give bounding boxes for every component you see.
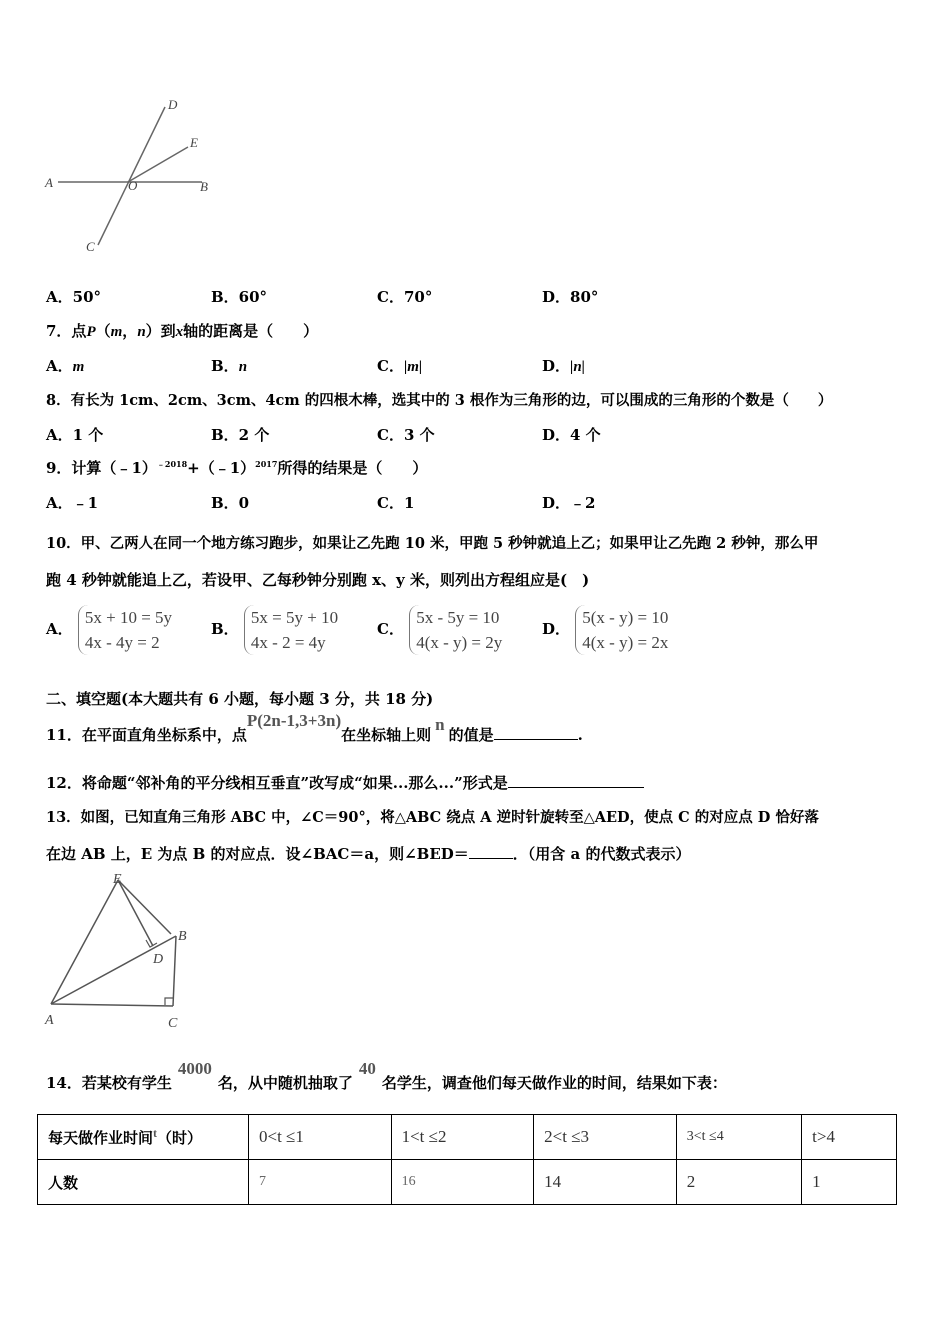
q9-option-d: D．﹣2 — [542, 494, 596, 512]
q9-option-c: C．1 — [377, 494, 415, 512]
label-c: C — [86, 239, 95, 254]
q7-option-b: B．n — [211, 357, 248, 375]
count-cell: 16 — [391, 1160, 534, 1205]
q8-option-c: C．3 个 — [377, 426, 435, 444]
homework-time-table — [37, 1114, 897, 1205]
q8-option-d: D．4 个 — [542, 426, 601, 444]
count-cell: 14 — [534, 1160, 677, 1205]
interval-cell: 1<t ≤2 — [391, 1115, 534, 1160]
figure-rotated-triangle — [40, 868, 200, 1036]
interval-cell: t>4 — [802, 1115, 897, 1160]
header-label-cell: 每天做作业时间$^t$（时） — [38, 1115, 249, 1160]
table-header-row — [38, 1115, 897, 1160]
label-c: C — [168, 1016, 178, 1031]
q8-option-a: A．1 个 — [46, 426, 104, 444]
question-14: 14．若某校有学生4000名，从中随机抽取了40名学生，调查他们每天做作业的时间，结果如下表： — [46, 1059, 727, 1092]
figure-angle-lines — [40, 95, 220, 260]
q10-option-b: B． 5x = 5y + 10 4x - 2 = 4y — [211, 605, 338, 655]
q6-option-a: A．50° — [46, 288, 102, 306]
equation-system-a: 5x + 10 = 5y 4x - 4y = 2 — [78, 605, 172, 655]
q10-option-d: D． 5(x - y) = 10 4(x - y) = 2x — [542, 605, 668, 655]
label-o: O — [128, 178, 138, 193]
interval-cell: 0<t ≤1 — [249, 1115, 392, 1160]
label-a: A — [45, 1013, 54, 1028]
interval-cell: 2<t ≤3 — [534, 1115, 677, 1160]
q8-option-b: B．2 个 — [211, 426, 270, 444]
question-7: 7．点P（m，n）到x轴的距离是（ ） — [46, 322, 319, 340]
q10-option-a: A． 5x + 10 = 5y 4x - 4y = 2 — [46, 605, 172, 655]
table-row — [38, 1160, 897, 1205]
q9-option-a: A．﹣1 — [46, 494, 99, 512]
row-label-cell: 人数 — [38, 1160, 249, 1205]
interval-cell: 3<t ≤4 — [676, 1115, 801, 1160]
section-2-heading: 二、填空题(本大题共有 6 小题，每小题 3 分，共 18 分) — [46, 690, 434, 708]
count-cell: 2 — [676, 1160, 801, 1205]
q7-option-d: D．|n| — [542, 357, 585, 375]
label-d: D — [168, 97, 178, 112]
question-8: 8．有长为 1cm、2cm、3cm、4cm 的四根木棒，选其中的 3 根作为三角形的边，可以围成的三角形的个数是（ ） — [46, 392, 833, 409]
question-13-line-1: 13．如图，已知直角三角形 ABC 中，∠C＝90°，将△ABC 绕点 A 逆时针旋转至△AED，使点 C 的对应点 D 恰好落 — [46, 809, 819, 826]
equation-system-b: 5x = 5y + 10 4x - 2 = 4y — [244, 605, 338, 655]
q7-option-c: C．|m| — [377, 357, 423, 375]
q9-option-b: B．0 — [211, 494, 250, 512]
equation-system-c: 5x - 5y = 10 4(x - y) = 2y — [409, 605, 502, 655]
question-12: 12．将命题“邻补角的平分线相互垂直”改写成“如果...那么...”形式是 — [46, 772, 644, 793]
question-11: 11．在平面直角坐标系中，点P(2n-1,3+3n)在坐标轴上则n的值是 . — [46, 711, 583, 744]
question-10-line-1: 10．甲、乙两人在同一个地方练习跑步，如果让乙先跑 10 米，甲跑 5 秒钟就追上乙；如果甲让乙先跑 2 秒钟，那么甲 — [46, 535, 819, 552]
label-e: E — [113, 872, 122, 887]
equation-system-d: 5(x - y) = 10 4(x - y) = 2x — [575, 605, 668, 655]
count-cell: 7 — [249, 1160, 392, 1205]
q7-option-a: A．m — [46, 357, 85, 375]
q10-option-c: C． 5x - 5y = 10 4(x - y) = 2y — [377, 605, 502, 655]
label-a: A — [45, 175, 53, 190]
question-13-line-2: 在边 AB 上，E 为点 B 的对应点．设∠BAC＝a，则∠BED＝ ．（用含 a 的代数式表示） — [46, 845, 691, 863]
count-cell: 1 — [802, 1160, 897, 1205]
label-d: D — [153, 952, 164, 967]
label-b: B — [200, 179, 208, 194]
question-10-line-2: 跑 4 秒钟就能追上乙，若设甲、乙每秒钟分别跑 x、y 米，则列出方程组应是( ) — [46, 571, 590, 589]
q6-option-d: D．80° — [542, 288, 599, 306]
q6-option-b: B．60° — [211, 288, 268, 306]
q6-option-c: C．70° — [377, 288, 433, 306]
label-b: B — [178, 929, 187, 944]
label-e: E — [190, 135, 198, 150]
question-9: 9．计算（﹣1）$^{﹣2018}$+（﹣1）$^{2017}$所得的结果是（ ） — [46, 459, 428, 477]
